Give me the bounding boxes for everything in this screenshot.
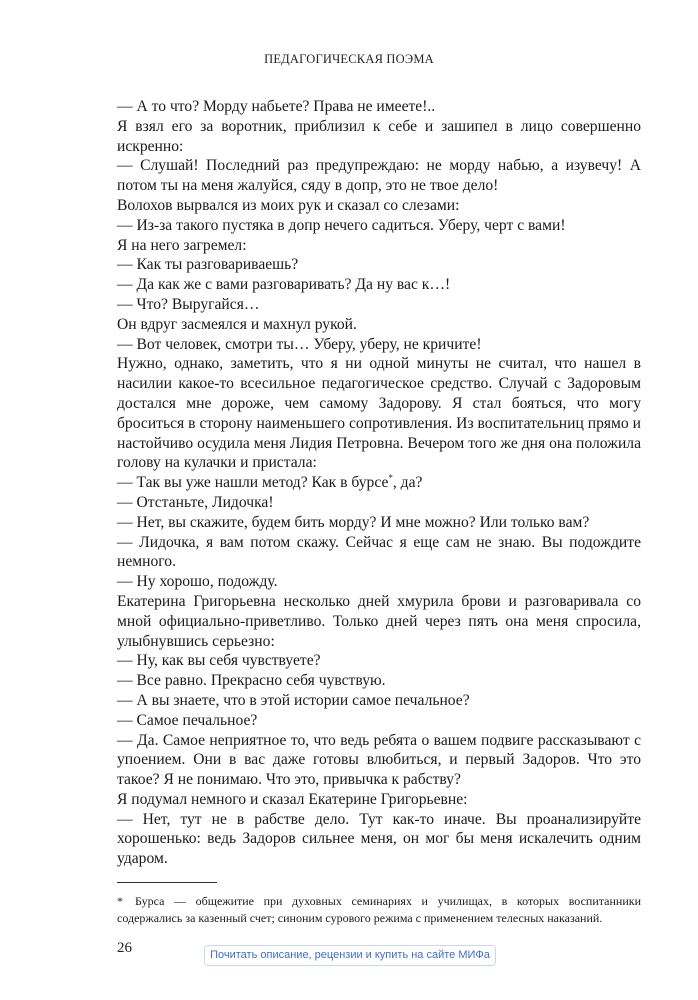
paragraph: — А вы знаете, что в этой истории самое печальное? (117, 691, 470, 709)
paragraph: — Ну, как вы себя чувствуете? (117, 652, 321, 670)
paragraph: — Ну хорошо, подожду. (117, 573, 278, 591)
main-text (117, 97, 641, 869)
paragraph: — Самое печальное? (117, 711, 258, 729)
paragraph-with-footnote (117, 473, 641, 493)
paragraph: Я подумал немного и сказал Екатерине Григорьевне: (117, 790, 468, 808)
paragraph: — Отстаньте, Лидочка! (117, 493, 274, 511)
paragraph: — Из-за такого пустяка в допр нечего садиться. Уберу, черт с вами! (117, 216, 566, 234)
footnote-divider (117, 882, 217, 883)
paragraph: — Нет, тут не в рабстве дело. Тут как-то иначе. Вы проанализируйте хорошенько: ведь Задоров сильнее меня, он мог бы меня искалечить одним ударом. (117, 810, 641, 868)
footnote-text: Бурса — общежитие при духовных семинариях и училищах, в которых воспитанники содержались за казенный счет; синоним сурового режима с применением телесных наказаний. (117, 894, 641, 925)
paragraph: — Что? Выругайся… (117, 295, 260, 313)
paragraph: — Все равно. Прекрасно себя чувствую. (117, 672, 386, 690)
footnote (117, 893, 641, 926)
paragraph: — Да как же с вами разговаривать? Да ну вас к…! (117, 276, 451, 294)
paragraph: — Нет, вы скажите, будем бить морду? И мне можно? Или только вам? (117, 513, 590, 531)
footnote-reference: * (388, 472, 393, 483)
paragraph: Я взял его за воротник, приблизил к себе и зашипел в лицо совершенно искренно: (117, 117, 641, 155)
paragraph: — А то что? Морду набьете? Права не имеете!.. (117, 98, 436, 115)
paragraph: Я на него загремел: (117, 236, 247, 254)
footnote-mark: * (117, 894, 123, 908)
paragraph: Екатерина Григорьевна несколько дней хмурила брови и разговаривала со мной официально-приветливо. Только дней через пять она меня спросила, улыбнувшись серьезно: (117, 592, 641, 650)
paragraph: — Лидочка, я вам потом скажу. Сейчас я еще сам не знаю. Вы подождите немного. (117, 533, 641, 571)
running-head: ПЕДАГОГИЧЕСКАЯ ПОЭМА (264, 52, 434, 66)
paragraph: Волохов вырвался из моих рук и сказал со слезами: (117, 196, 460, 214)
paragraph: — Как ты разговариваешь? (117, 256, 299, 274)
paragraph: — Да. Самое неприятное то, что ведь ребята о вашем подвиге рассказывают с упоением. Они в вас даже готовы влюбиться, и первый Задоров. Что это такое? Я не понимаю. Что это, привычка к рабству? (117, 731, 641, 789)
paragraph: Нужно, однако, заметить, что я ни одной минуты не считал, что нашел в насилии какое-то всесильное педагогическое средство. Случай с Задоровым достался мне дороже, чем самому Задорову. Я стал бояться, что могу броситься в сторону наименьшего сопротивления. Из воспитательниц прямо и настойчиво осудила меня Лидия Петровна. Вечером того же дня она положила голову на кулачки и пристала: (117, 355, 641, 472)
buy-on-mif-link[interactable]: Почитать описание, рецензии и купить на сайте МИФа (204, 945, 496, 966)
page-number: 26 (117, 940, 132, 956)
paragraph: Он вдруг засмеялся и махнул рукой. (117, 315, 357, 333)
paragraph-text: — Так вы уже нашли метод? Как в бурсе (117, 474, 389, 492)
paragraph-text: , да? (392, 474, 423, 492)
paragraph: — Слушай! Последний раз предупреждаю: не морду набью, а изувечу! А потом ты на меня жалуйся, сяду в допр, это не твое дело! (117, 157, 641, 195)
paragraph: — Вот человек, смотри ты… Уберу, уберу, не кричите! (117, 335, 482, 353)
